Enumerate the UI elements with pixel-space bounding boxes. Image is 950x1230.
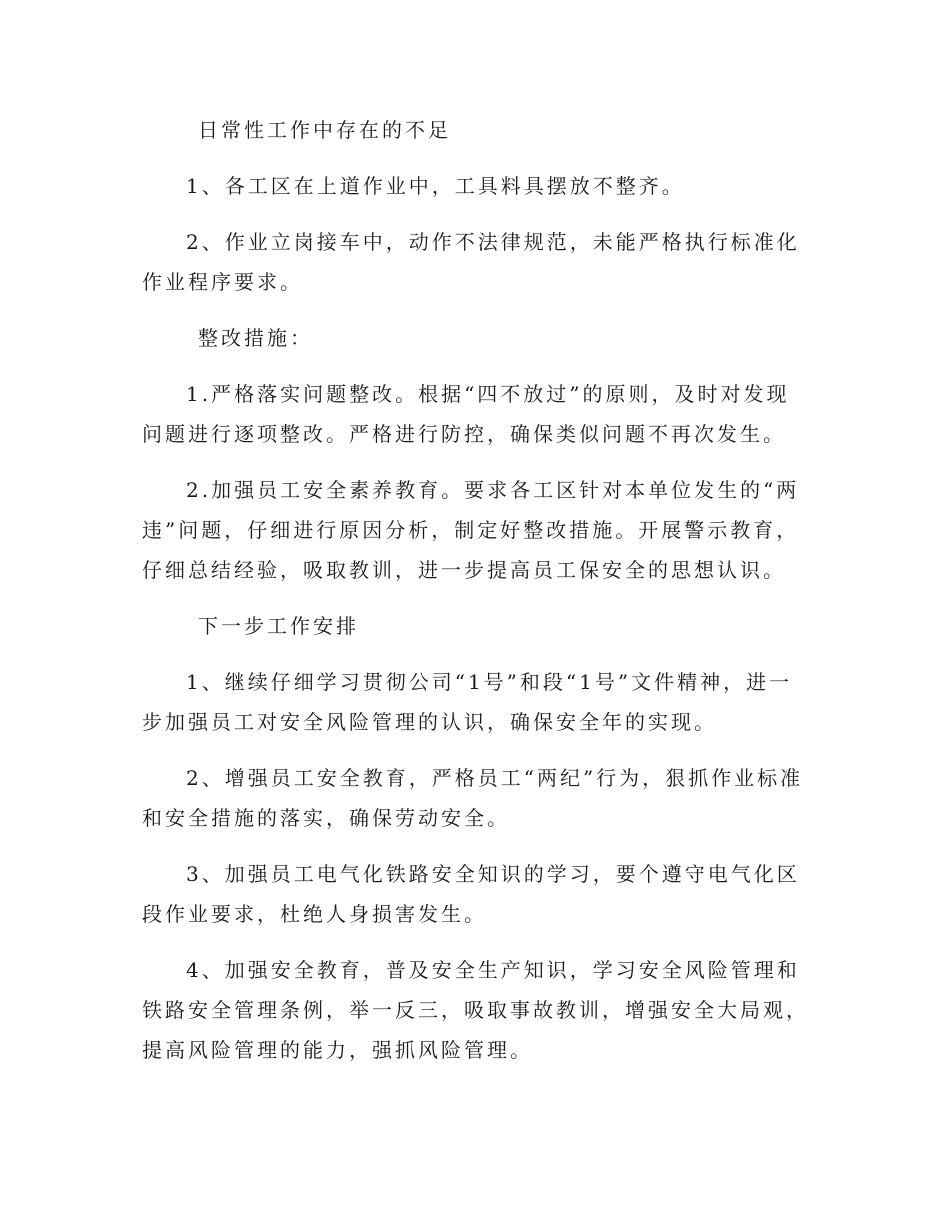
section-heading-rectification: 整改措施： xyxy=(198,326,313,350)
paragraph: 4、加强安全教育，普及安全生产知识，学习安全风险管理和铁路安全管理条例，举一反三，吸取事故教训，增强安全大局观，提高风险管理的能力，强抓风险管理。 xyxy=(142,958,809,1062)
section-heading-shortcomings: 日常性工作中存在的不足 xyxy=(198,118,451,142)
paragraph: 1、各工区在上道作业中，工具料具摆放不整齐。 xyxy=(186,174,685,198)
section-heading-next-steps: 下一步工作安排 xyxy=(198,614,359,638)
document-body xyxy=(142,110,812,1086)
paragraph: 1.严格落实问题整改。根据“四不放过”的原则，及时对发现问题进行逐项整改。严格进行防控，确保类似问题不再次发生。 xyxy=(142,382,790,446)
paragraph: 1、继续仔细学习贯彻公司“1号”和段“1号”文件精神，进一步加强员工对安全风险管理的认识，确保安全年的实现。 xyxy=(142,670,793,734)
paragraph: 2.加强员工安全素养教育。要求各工区针对本单位发生的“两违”问题，仔细进行原因分析，制定好整改措施。开展警示教育，仔细总结经验，吸取教训，进一步提高员工保安全的思想认识。 xyxy=(142,478,800,582)
paragraph: 2、增强员工安全教育，严格员工“两纪”行为，狠抓作业标准和安全措施的落实，确保劳动安全。 xyxy=(142,766,804,830)
paragraph: 2、作业立岗接车中，动作不法律规范，未能严格执行标准化作业程序要求。 xyxy=(142,230,800,294)
paragraph: 3、加强员工电气化铁路安全知识的学习，要个遵守电气化区段作业要求，杜绝人身损害发生。 xyxy=(142,862,800,926)
